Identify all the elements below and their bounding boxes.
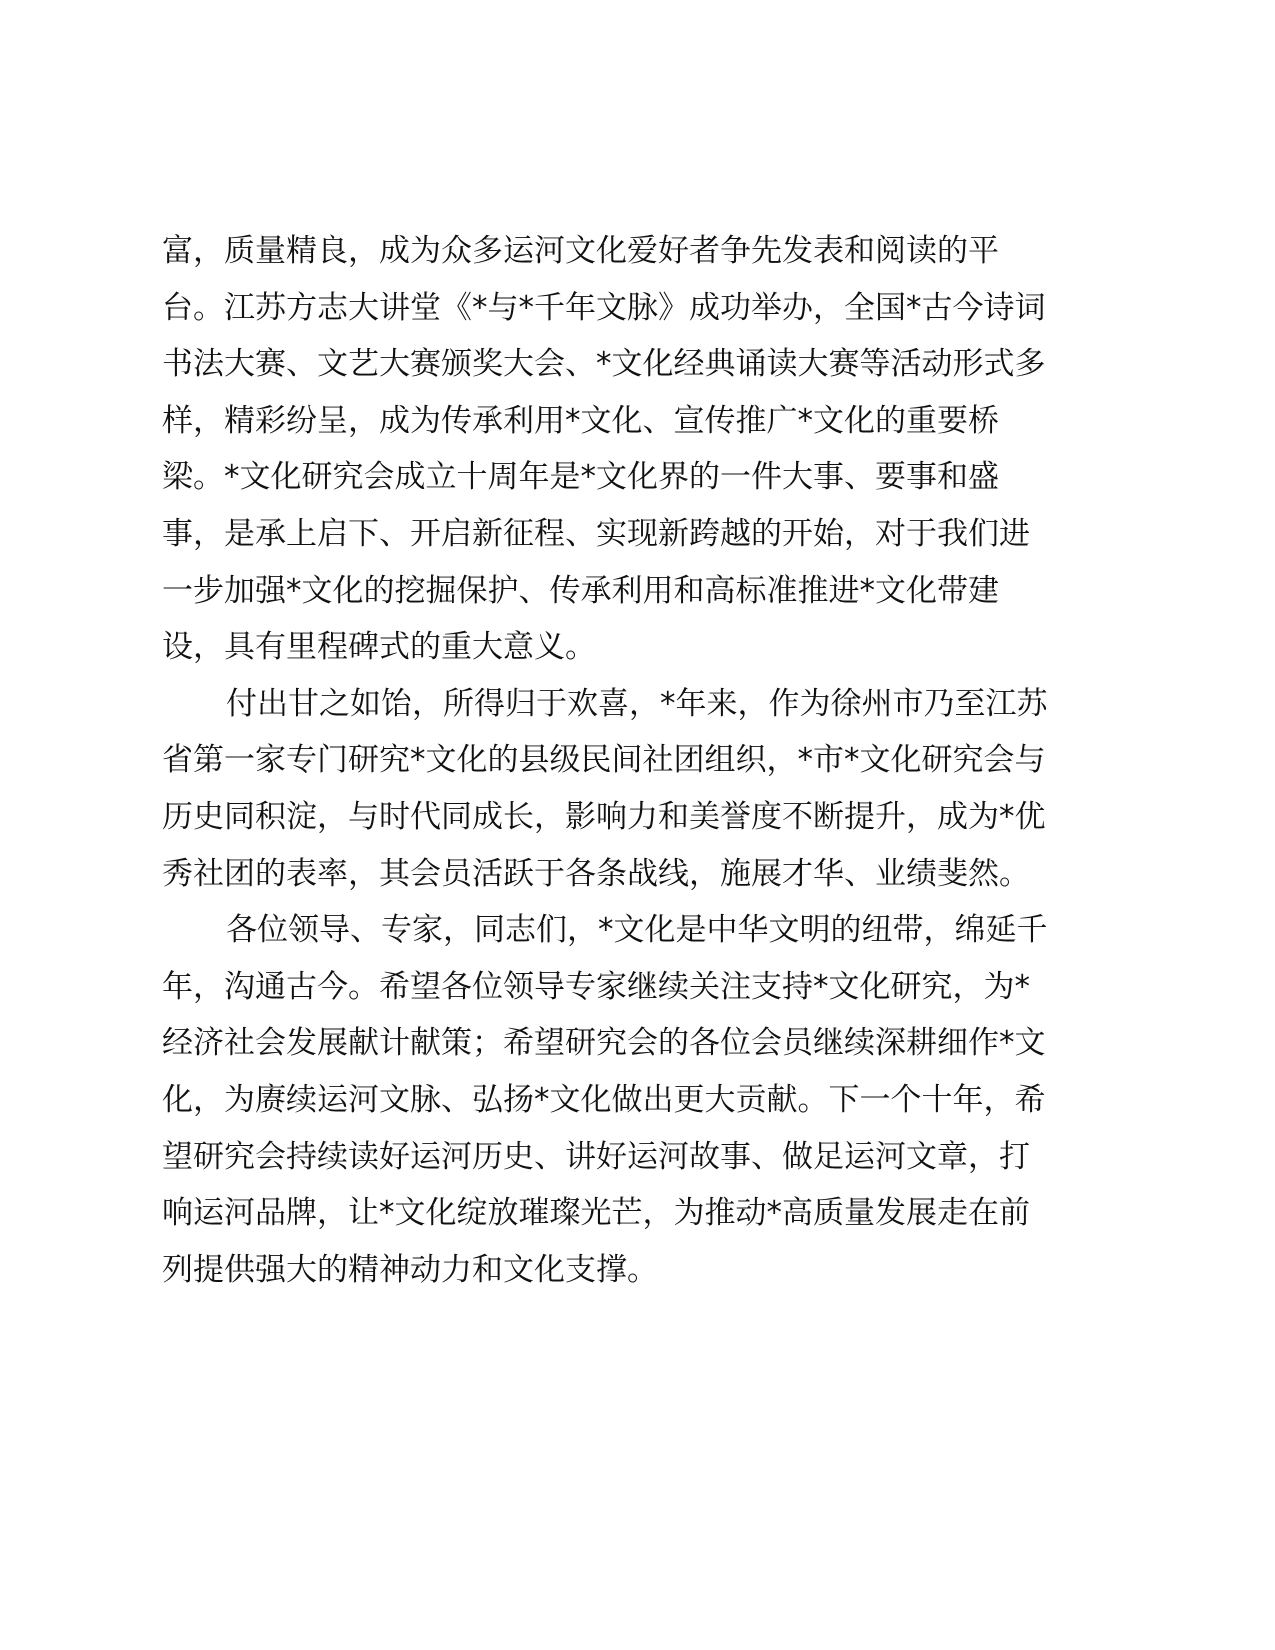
text-line: 列提供强大的精神动力和文化支撑。	[162, 1251, 658, 1288]
text-line: 年，沟通古今。希望各位领导专家继续关注支持*文化研究，为*	[162, 968, 1030, 1005]
text-line: 书法大赛、文艺大赛颁奖大会、*文化经典诵读大赛等活动形式多	[162, 346, 1046, 383]
text-line: 付出甘之如饴，所得归于欢喜，*年来，作为徐州市乃至江苏	[226, 685, 1048, 722]
text-line: 事，是承上启下、开启新征程、实现新跨越的开始，对于我们进	[162, 515, 1030, 552]
text-line: 样，精彩纷呈，成为传承利用*文化、宣传推广*文化的重要桥	[162, 402, 999, 439]
text-line: 历史同积淀，与时代同成长，影响力和美誉度不断提升，成为*优	[162, 798, 1046, 835]
text-line: 省第一家专门研究*文化的县级民间社团组织，*市*文化研究会与	[162, 742, 1046, 779]
text-line: 台。江苏方志大讲堂《*与*千年文脉》成功举办，全国*古今诗词	[162, 289, 1046, 326]
text-line: 秀社团的表率，其会员活跃于各条战线，施展才华、业绩斐然。	[162, 855, 1030, 892]
paragraph-closing	[162, 902, 1117, 1298]
text-line: 望研究会持续读好运河历史、讲好运河故事、做足运河文章，打	[162, 1138, 1030, 1175]
text-line: 设，具有里程碑式的重大意义。	[162, 629, 596, 666]
text-line: 一步加强*文化的挖掘保护、传承利用和高标准推进*文化带建	[162, 572, 999, 609]
text-line: 经济社会发展献计献策；希望研究会的各位会员继续深耕细作*文	[162, 1025, 1046, 1062]
document-body	[162, 223, 1117, 1298]
text-line: 响运河品牌，让*文化绽放璀璨光芒，为推动*高质量发展走在前	[162, 1195, 1030, 1232]
text-line: 梁。*文化研究会成立十周年是*文化界的一件大事、要事和盛	[162, 459, 999, 496]
paragraph-continued	[162, 223, 1117, 676]
paragraph-achievements	[162, 676, 1117, 902]
text-line: 各位领导、专家，同志们，*文化是中华文明的纽带，绵延千	[226, 912, 1048, 949]
text-line: 化，为赓续运河文脉、弘扬*文化做出更大贡献。下一个十年，希	[162, 1081, 1046, 1118]
text-line: 富，质量精良，成为众多运河文化爱好者争先发表和阅读的平	[162, 233, 999, 269]
